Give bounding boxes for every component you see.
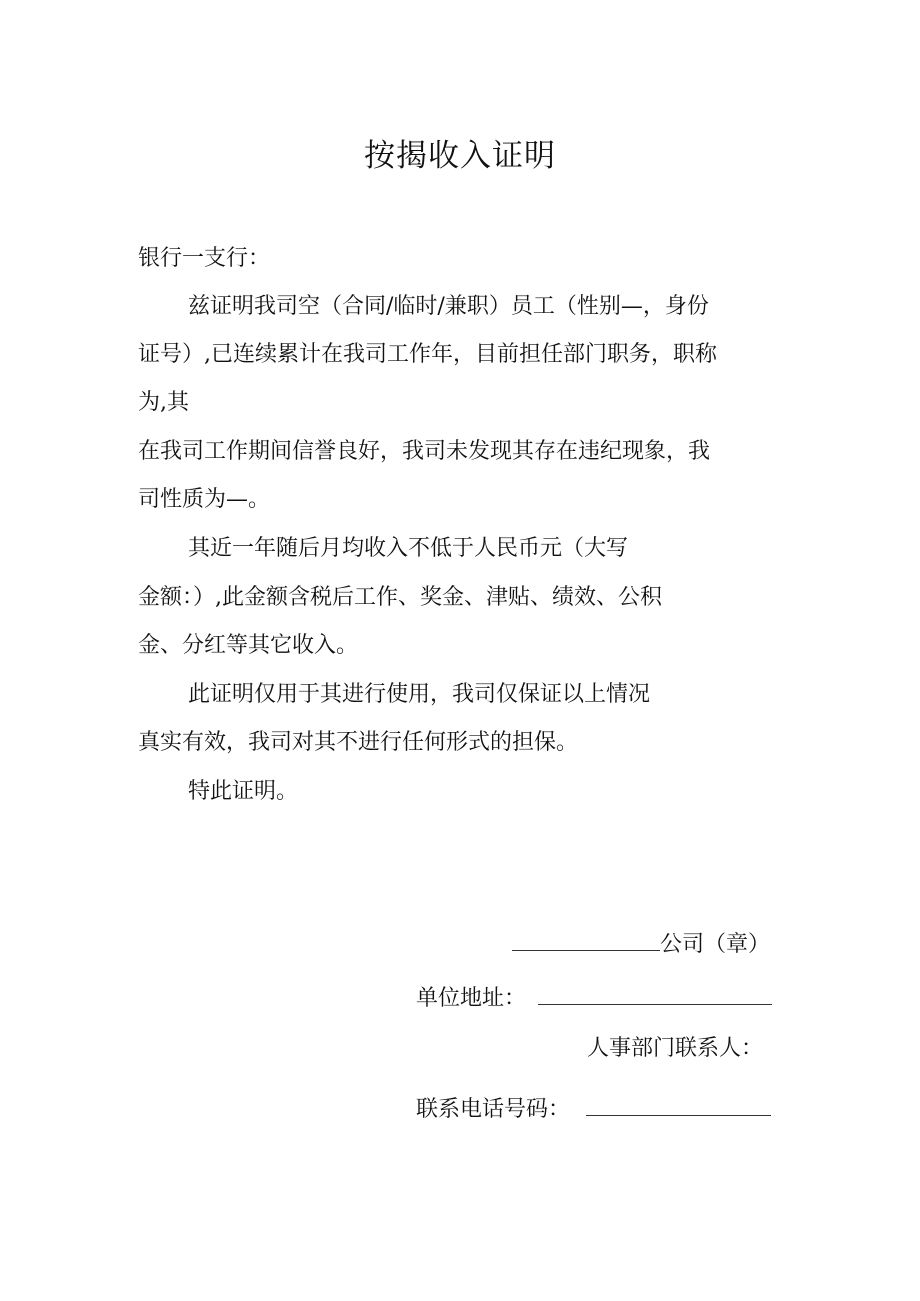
body-line-4: 在我司工作期间信誉良好，我司未发现其存在违纪现象，我 [138,439,711,464]
body-line-7: 金额：）,此金额含税后工作、奖金、津贴、绩效、公积 [138,585,662,610]
body-line-2: 证号）,已连续累计在我司工作年，目前担任部门职务，职称 [138,342,717,367]
address-blank [538,982,772,1005]
address-label: 单位地址： [416,986,527,1011]
hr-contact-label: 人事部门联系人： [587,1036,764,1061]
phone-line [416,1093,771,1125]
company-name-blank [512,928,660,951]
document-title: 按揭收入证明 [364,138,556,174]
body-line-10: 真实有效，我司对其不进行任何形式的担保。 [138,730,579,755]
salutation: 银行一支行： [138,246,271,271]
hr-contact-line [587,1034,763,1064]
closing-line: 特此证明。 [188,779,299,804]
phone-blank [586,1093,771,1116]
body-line-6: 其近一年随后月均收入不低于人民币元（大写 [188,536,629,561]
body-line-9: 此证明仅用于其进行使用，我司仅保证以上情况 [188,682,651,707]
phone-label: 联系电话号码： [416,1097,571,1122]
company-seal-label: 公司（章） [660,932,771,957]
body-line-1: 兹证明我司空（合同/临时/兼职）员工（性别—，身份 [188,294,709,319]
body-line-5: 司性质为—。 [138,487,271,512]
company-seal-line [512,928,770,960]
address-line [416,982,772,1014]
body-line-3: 为,其 [138,390,189,415]
body-line-8: 金、分红等其它收入。 [138,633,359,658]
